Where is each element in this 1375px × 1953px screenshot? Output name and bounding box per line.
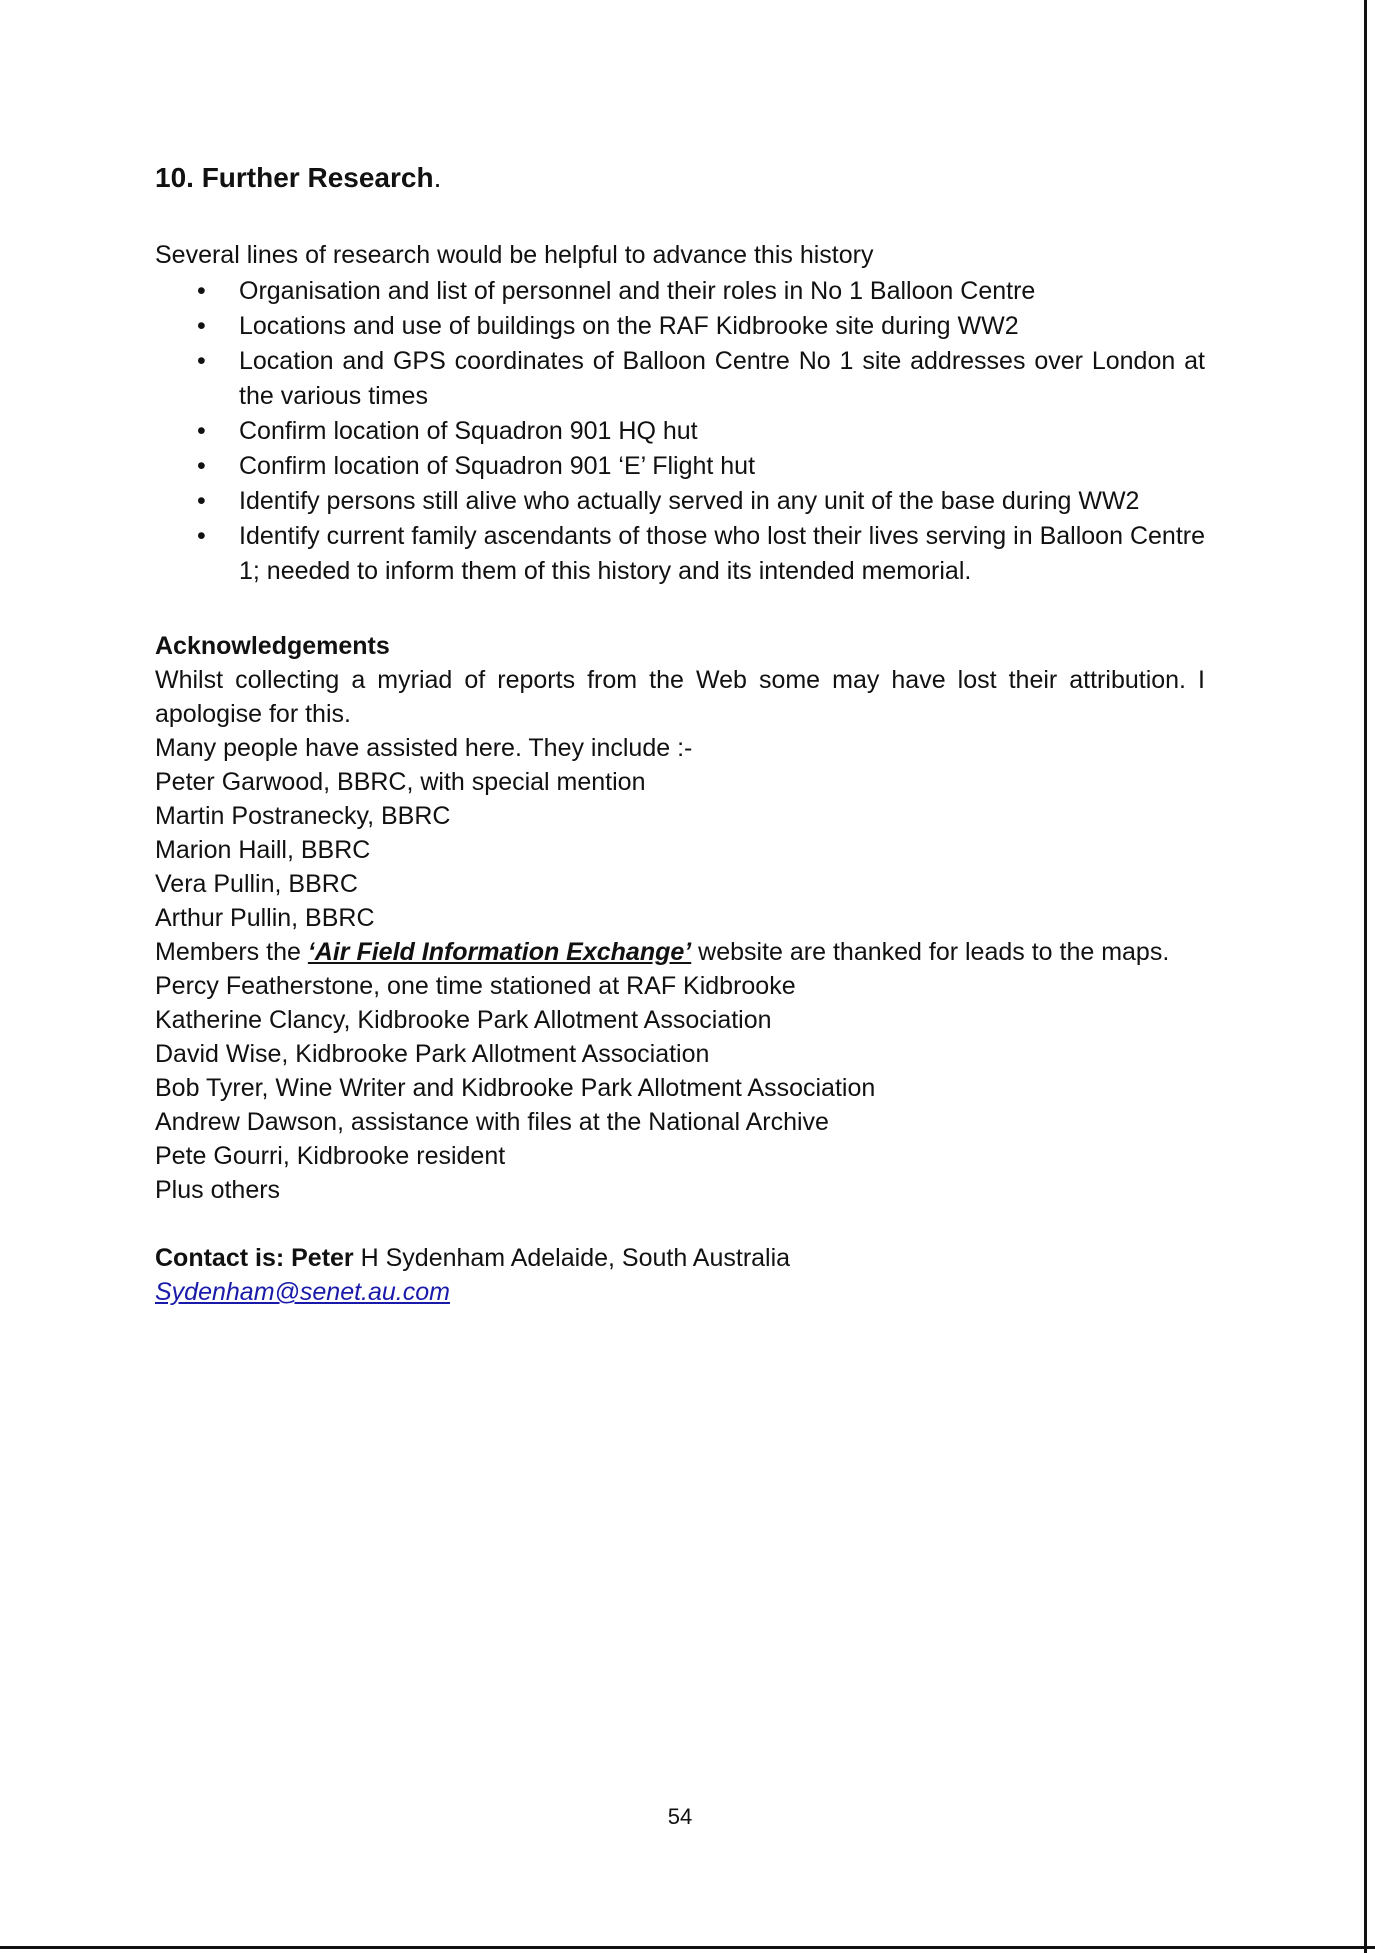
research-intro: Several lines of research would be helpful to advance this history — [155, 241, 874, 269]
acknowledgements-intro: Whilst collecting a myriad of reports from the Web some may have lost their attribution. I apologise for this. — [155, 666, 1205, 728]
research-item-text: Confirm location of Squadron 901 ‘E’ Flight hut — [239, 452, 756, 480]
research-item — [155, 274, 1205, 309]
research-item-text: Confirm location of Squadron 901 HQ hut — [239, 417, 698, 445]
members-prefix: Members the — [155, 938, 308, 966]
acknowledgement-line: Pete Gourri, Kidbrooke resident — [155, 1142, 506, 1170]
page-number: 54 — [667, 1804, 693, 1829]
bullet-icon: • — [197, 522, 206, 550]
acknowledgement-line: Martin Postranecky, BBRC — [155, 802, 451, 830]
research-item-text: Location and GPS coordinates of Balloon Centre No 1 site addresses over London at the various times — [239, 347, 1205, 410]
section-title-period: . — [433, 162, 442, 193]
acknowledgement-line: Many people have assisted here. They include :- — [155, 734, 693, 762]
document-body — [155, 158, 1205, 1309]
research-item-text: Locations and use of buildings on the RAF Kidbrooke site during WW2 — [239, 312, 1019, 340]
research-item — [155, 484, 1205, 519]
acknowledgement-line: Peter Garwood, BBRC, with special mention — [155, 768, 646, 796]
research-item — [155, 309, 1205, 344]
bullet-icon: • — [197, 417, 206, 445]
acknowledgement-line: Percy Featherstone, one time stationed at RAF Kidbrooke — [155, 972, 796, 1000]
acknowledgement-line: David Wise, Kidbrooke Park Allotment Association — [155, 1040, 710, 1068]
acknowledgement-members-line — [155, 935, 1205, 969]
research-item-text: Identify persons still alive who actually served in any unit of the base during WW2 — [239, 487, 1140, 515]
contact-label: Contact is: Peter — [155, 1244, 354, 1272]
contact-details: H Sydenham Adelaide, South Australia — [353, 1244, 791, 1272]
page-edge-right — [1364, 0, 1367, 1953]
contact-email-link[interactable]: Sydenham@senet.au.com — [155, 1278, 450, 1306]
bullet-icon: • — [197, 312, 206, 340]
acknowledgement-line: Arthur Pullin, BBRC — [155, 904, 375, 932]
acknowledgement-line: Plus others — [155, 1176, 281, 1204]
research-item — [155, 449, 1205, 484]
acknowledgement-line: Vera Pullin, BBRC — [155, 870, 358, 898]
research-item — [155, 344, 1205, 414]
contact-line — [155, 1241, 1205, 1275]
research-item — [155, 414, 1205, 449]
research-item — [155, 519, 1205, 589]
section-heading — [155, 158, 1205, 198]
acknowledgement-line: Andrew Dawson, assistance with files at the National Archive — [155, 1108, 829, 1136]
bullet-icon: • — [197, 277, 206, 305]
acknowledgements-heading: Acknowledgements — [155, 632, 390, 660]
acknowledgement-line: Bob Tyrer, Wine Writer and Kidbrooke Park Allotment Association — [155, 1074, 876, 1102]
members-suffix: website are thanked for leads to the maps. — [691, 938, 1170, 966]
page-edge-bottom — [0, 1946, 1375, 1949]
acknowledgement-line: Marion Haill, BBRC — [155, 836, 371, 864]
bullet-icon: • — [197, 452, 206, 480]
research-item-text: Organisation and list of personnel and their roles in No 1 Balloon Centre — [239, 277, 1036, 305]
bullet-icon: • — [197, 487, 206, 515]
research-list — [155, 274, 1205, 589]
bullet-icon: • — [197, 347, 206, 375]
research-item-text: Identify current family ascendants of those who lost their lives serving in Balloon Centre 1; needed to inform them of this history and its intended memorial. — [239, 522, 1205, 585]
section-title: 10. Further Research — [155, 162, 434, 193]
acknowledgement-line: Katherine Clancy, Kidbrooke Park Allotment Association — [155, 1006, 772, 1034]
air-field-exchange-link[interactable]: ‘Air Field Information Exchange’ — [307, 938, 692, 966]
